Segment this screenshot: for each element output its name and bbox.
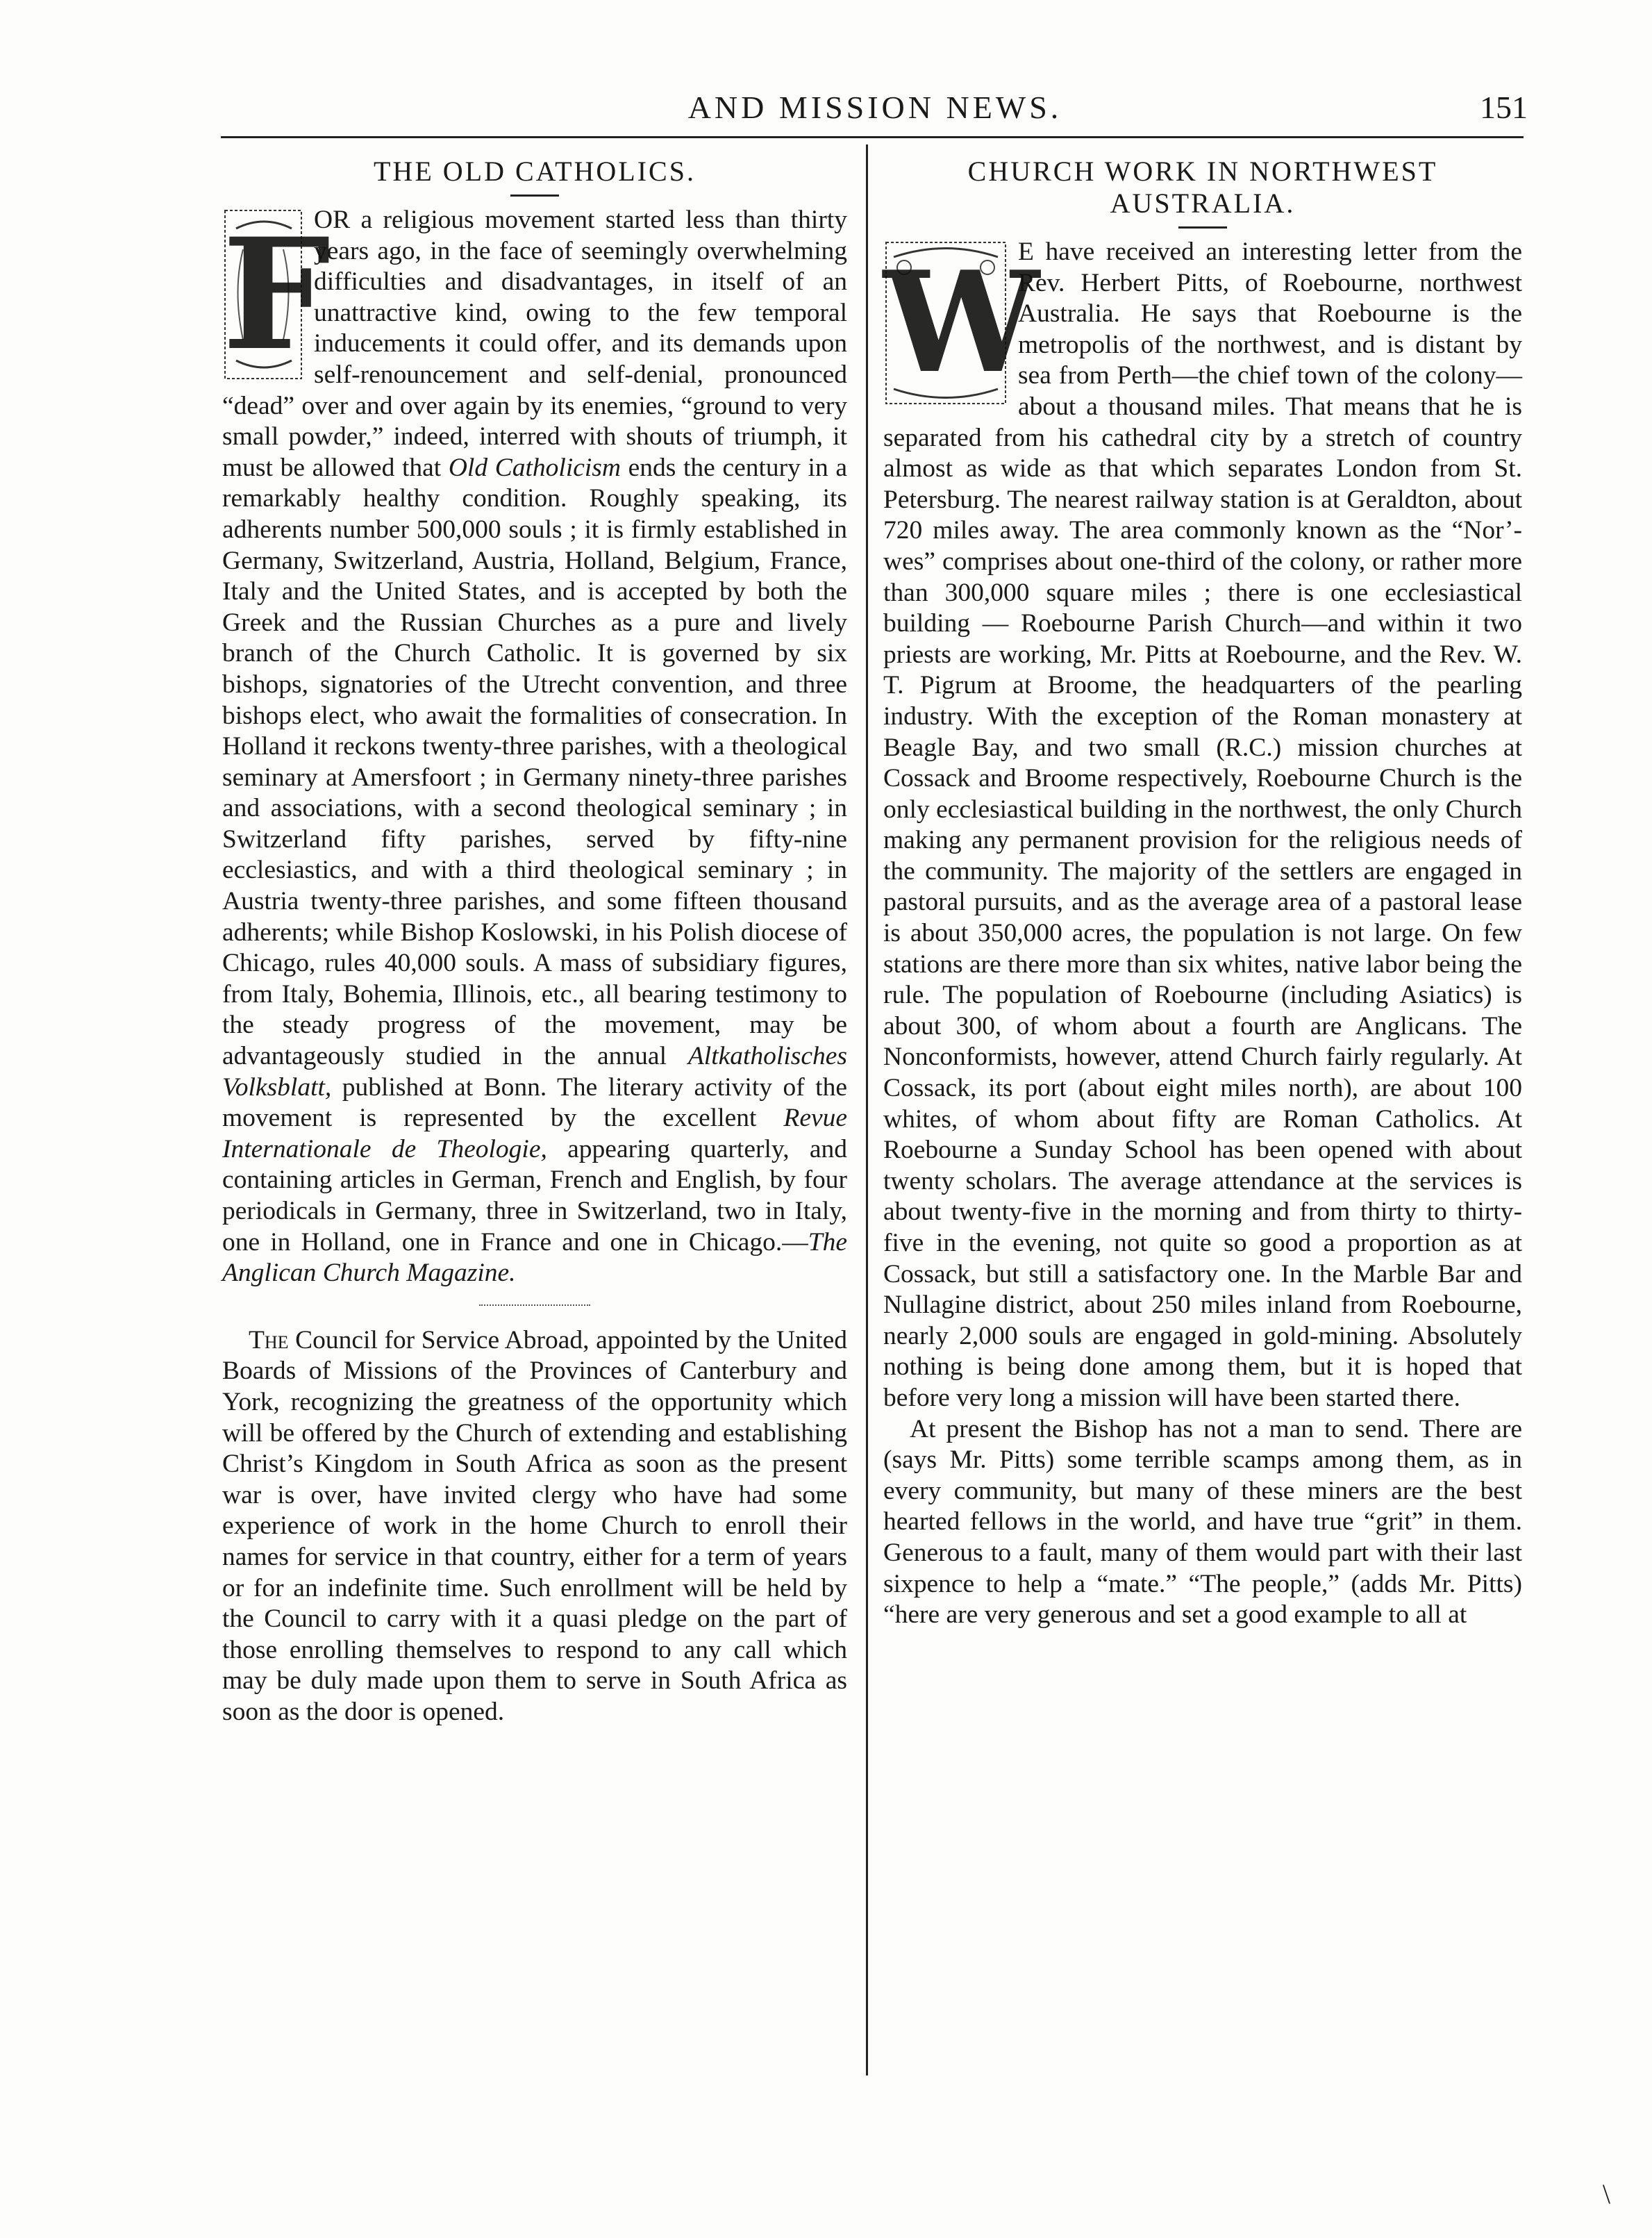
article-title-old-catholics: THE OLD CATHOLICS. [374, 156, 696, 187]
italic-term: Old Catholicism [448, 453, 621, 482]
section-break [222, 1295, 847, 1316]
italic-title: Revue Internationale de Theologie, [222, 1104, 847, 1163]
source-citation: The Anglican Church Magazine. [222, 1227, 847, 1288]
body-text: appearing quarterly, and containing articles in German, French and English, by four periodicals in Germany, three in Switzerland, two in Italy, one in Holland, one in France and one in Chicago.— [222, 1134, 848, 1257]
dropcap-letter: F [222, 204, 331, 384]
article-body-northwest-p2: At present the Bishop has not a man to send. There are (says Mr. Pitts) some terrible scamps among them, as in every community, but many of these miners are the best hearted fellows in the world, and have true “grit” in them. Generous to a fault, many of them would part with their last sixpence to help a “mate.” “The people,” (adds Mr. Pitts) “here are very generous and set a good example to all at [883, 1414, 1522, 1630]
body-text: published at Bonn. The literary activity of the movement is represented by the excellent [222, 1072, 847, 1133]
italic-title: Altkatholisches Volksblatt, [222, 1042, 847, 1102]
dropcap-letter: W [883, 241, 1040, 404]
body-text: ends the century in a remarkably healthy condition. Roughly speaking, its adherents number 500,000 souls ; it is firmly established in Germany, Switzerland, Austria, Holland, Belgium, France, Italy and the United States, and is accepted by both the Greek and the Russian Churches as a pure and lively branch of the Church Catholic. It is governed by six bishops, signatories of the Utrecht convention, and three bishops elect, who await the formalities of consecration. In Holland it reckons twenty-three parishes, with a theological seminary at Amersfoort ; in Germany ninety-three parishes and associations, with a second theological seminary ; in Switzerland fifty parishes, served by fifty-nine ecclesiastics, and with a third theological seminary ; in Austria twenty-three parishes, and some fifteen thousand adherents; while Bishop Koslowski, in his Polish diocese of Chicago, rules 40,000 souls. A mass of subsidiary figures, from Italy, Bohemia, Illinois, etc., all bearing testimony to the steady progress of the movement, may be advantageously studied in the annual [222, 453, 847, 1071]
column-divider [866, 144, 868, 2075]
right-column [883, 156, 1522, 1631]
ornamental-dropcap-f [222, 204, 331, 384]
ornamental-dropcap-w [883, 240, 1040, 406]
article-body-council [222, 1325, 847, 1728]
article-title-northwest-australia: CHURCH WORK IN NORTHWEST AUSTRALIA. [967, 156, 1438, 219]
article-body-northwest-p1: E have received an interesting letter from the Rev. Herbert Pitts, of Roebourne, northwest Australia. He says that Roebourne is the metropolis of the northwest, and is distant by sea from Perth—the chief town of the colony—about a thousand miles. That means that he is separated from his cathedral city by a stretch of country almost as wide as that which separates London from St. Petersburg. The nearest railway station is at Geraldton, about 720 miles away. The area commonly known as the “Nor’-wes” comprises about one-third of the colony, or rather more than 300,000 square miles ; there is one ecclesiastical building — Roebourne Parish Church—and within it two priests are working, Mr. Pitts at Roebourne, and the Rev. W. T. Pigrum at Broome, the headquarters of the pearling industry. With the exception of the Roman monastery at Beagle Bay, and two small (R.C.) mission churches at Cossack and Broome respectively, Roebourne Church is the only ecclesiastical building in the northwest, the only Church making any permanent provision for the religious needs of the community. The majority of the settlers are engaged in pastoral pursuits, and as the average area of a pastoral lease is about 350,000 acres, the population is not large. On few stations are there more than six whites, native labor being the rule. The population of Roebourne (including Asiatics) is about 300, of whom about a fourth are Anglicans. The Nonconformists, however, attend Church fairly regularly. At Cossack, its port (about eight miles north), are about 100 whites, of whom about fifty are Roman Catholics. At Roebourne a Sunday School has been opened with about twenty scholars. The average attendance at the services is about twenty-five in the morning and from thirty to thirty-five in the evening, not quite so good a proportion as at Cossack, but still a satisfactory one. In the Marble Bar and Nullagine district, about 250 miles inland from Roebourne, nearly 2,000 souls are engaged in gold-mining. Absolutely nothing is being done among them, but it is hoped that before very long a mission will have been started there. [883, 238, 1522, 1412]
running-title: AND MISSION NEWS. [687, 90, 1062, 125]
first-word: The [249, 1325, 289, 1354]
body-text: OR a religious movement started less than thirty years ago, in the face of seemingly overwhelming difficulties and disadvantages, in itself of an unattractive kind, owing to the few temporal inducements it could offer, and its demands upon self-renouncement and self-denial, pronounced “dead” over and over again by its enemies, “ground to very small powder,” indeed, interred with shouts of triumph, it must be allowed that [222, 206, 847, 482]
page-number: 151 [1480, 90, 1528, 125]
title-rule [510, 194, 559, 197]
left-column [222, 156, 847, 1728]
body-text: Council for Service Abroad, appointed by the United Boards of Missions of the Provinces of Canterbury and York, recognizing the greatness of the opportunity which will be offered by the Church of extending and establishing Christ’s Kingdom in South Africa as soon as the present war is over, have invited clergy who have had some experience of work in the home Church to enroll their names for service in that country, either for a term of years or for an indefinite time. Such enrollment will be held by the Council to carry with it a quasi pledge on the part of those enrolling themselves to respond to any call which may be duly made upon them to serve in South Africa as soon as the door is opened. [222, 1325, 847, 1726]
running-head [222, 89, 1528, 131]
corner-mark: \ [1602, 2178, 1610, 2210]
header-rule [221, 136, 1524, 138]
title-rule [1178, 226, 1227, 229]
